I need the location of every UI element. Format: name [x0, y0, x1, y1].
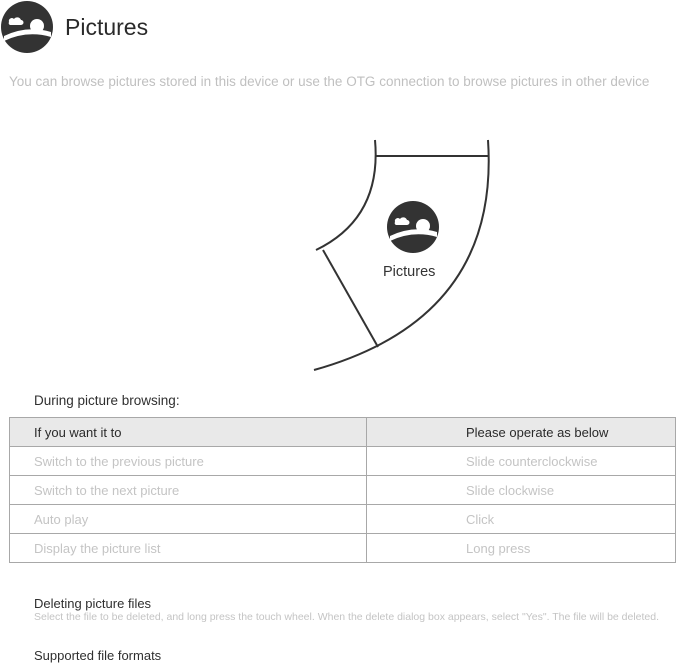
intro-text: You can browse pictures stored in this device or use the OTG connection to browse pictures in other device	[9, 74, 650, 89]
table-cell: Click	[367, 505, 676, 534]
table-row	[10, 505, 676, 534]
table-cell: Auto play	[10, 505, 367, 534]
operations-table	[9, 417, 676, 563]
page-title: Pictures	[65, 14, 149, 40]
formats-heading: Supported file formats	[34, 648, 162, 663]
table-row	[10, 534, 676, 563]
column-header: If you want it to	[10, 418, 367, 447]
touch-wheel-diagram	[300, 138, 500, 374]
wheel-inner-arc	[316, 140, 376, 250]
table-cell: Switch to the previous picture	[10, 447, 367, 476]
pictures-icon	[1, 1, 53, 53]
table-header-row	[10, 418, 676, 447]
table-cell: Slide counterclockwise	[367, 447, 676, 476]
table-cell: Slide clockwise	[367, 476, 676, 505]
table-cell: Display the picture list	[10, 534, 367, 563]
deleting-heading: Deleting picture files	[34, 596, 152, 611]
wheel-pictures-icon	[387, 201, 439, 253]
table-row	[10, 447, 676, 476]
deleting-text: Select the file to be deleted, and long press the touch wheel. When the delete dialog box appears, select "Yes". The file will be deleted.	[34, 611, 660, 623]
wheel-label: Pictures	[383, 264, 436, 280]
table-row	[10, 476, 676, 505]
table-cell: Long press	[367, 534, 676, 563]
table-cell: Switch to the next picture	[10, 476, 367, 505]
column-header: Please operate as below	[367, 418, 676, 447]
wheel-bottom-divider	[323, 250, 378, 347]
wheel-outer-arc	[314, 140, 489, 370]
browsing-heading: During picture browsing:	[34, 393, 180, 408]
